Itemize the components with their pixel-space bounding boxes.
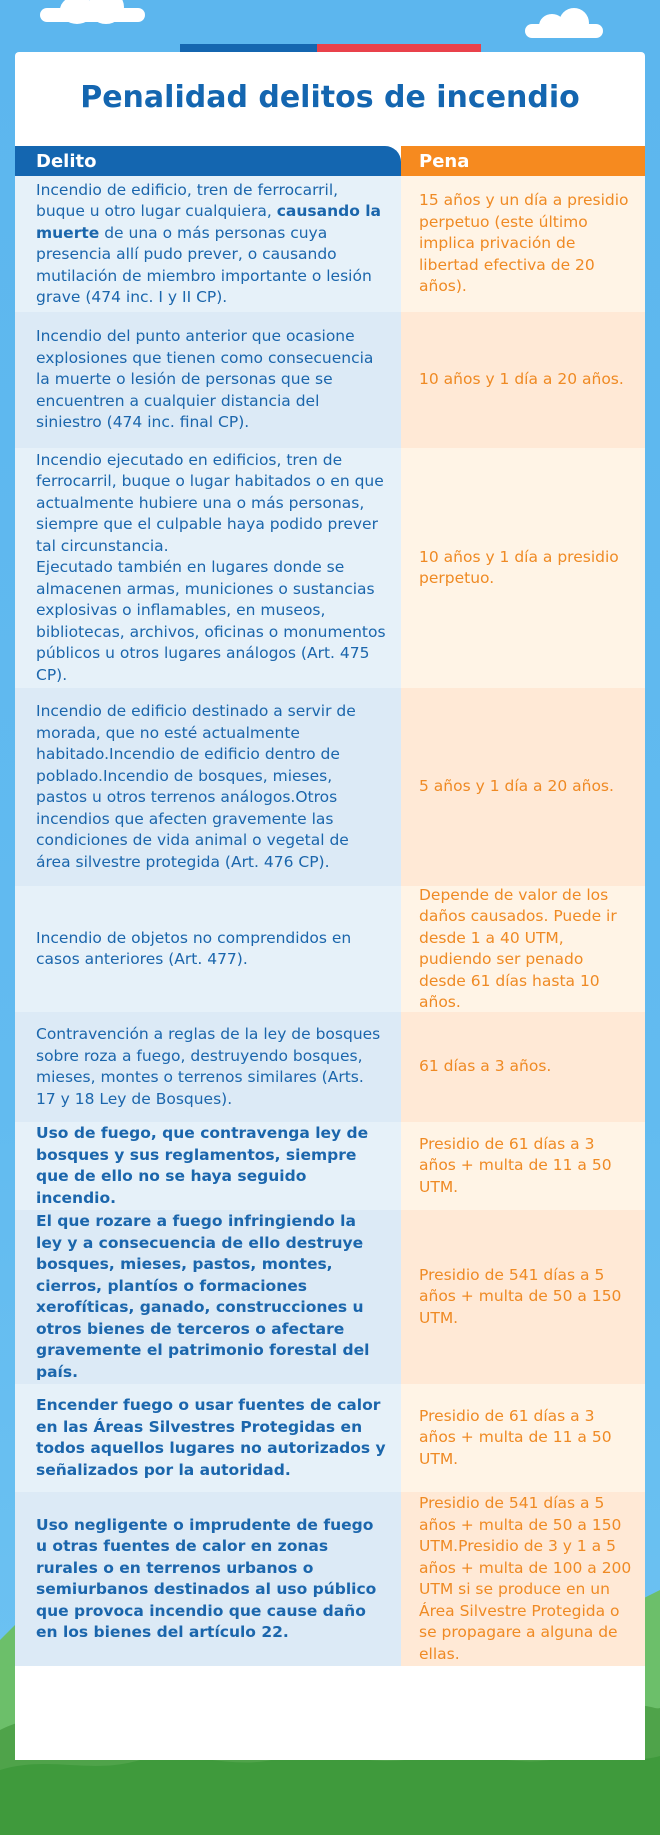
header-delito-label: Delito	[36, 151, 97, 172]
pena-cell	[401, 688, 645, 886]
pena-text: Presidio de 541 días a 5 años + multa de 50 a 150 UTM.Presidio de 3 y 1 a 5 años + multa de 100 a 200 UTM si se produce en un Área Silvestre Protegida o se propagare a alguna de ellas.	[419, 1494, 632, 1663]
table-row	[15, 448, 645, 688]
pena-text: Presidio de 61 días a 3 años + multa de 11 a 50 UTM.	[419, 1134, 612, 1196]
delito-text: Incendio de edificio, tren de ferrocarril, buque u otro lugar cualquiera, causando la muerte de una o más personas cuya presencia allí pudo prever, o causando mutilación de miembro importante o lesión grave (474 inc. I y II CP).	[36, 180, 382, 306]
table-row	[15, 886, 645, 1012]
pena-cell	[401, 312, 645, 448]
pena-text: 15 años y un día a presidio perpetuo (este último implica privación de libertad efectiva de 20 años).	[419, 191, 629, 296]
table-row	[15, 176, 645, 312]
header-delito	[15, 146, 401, 176]
pena-cell	[401, 1210, 645, 1384]
delito-cell	[15, 448, 401, 688]
table-row	[15, 1122, 645, 1210]
pena-cell	[401, 176, 645, 312]
pena-text: Presidio de 541 días a 5 años + multa de 50 a 150 UTM.	[419, 1265, 622, 1327]
header-pena	[401, 146, 645, 176]
pena-text: Depende de valor de los daños causados. Puede ir desde 1 a 40 UTM, pudiendo ser penado desde 61 días hasta 10 años.	[419, 885, 617, 1011]
delito-text: Encender fuego o usar fuentes de calor en las Áreas Silvestres Protegidas en todos aquellos lugares no autorizados y señalizados por la autoridad.	[36, 1396, 386, 1479]
delito-text: Incendio de edificio destinado a servir de morada, que no esté actualmente habitado.Incendio de edificio dentro de poblado.Incendio de bosques, mieses, pastos u otros terrenos análogos.Otros incendios que afecten gravemente las condiciones de vida animal o vegetal de área silvestre protegida (Art. 476 CP).	[36, 702, 356, 871]
delito-text: Contravención a reglas de la ley de bosques sobre roza a fuego, destruyendo bosques, mieses, montes o terrenos similares (Arts. 17 y 18 Ley de Bosques).	[36, 1025, 381, 1108]
pena-text: 10 años y 1 día a 20 años.	[419, 370, 624, 389]
delito-cell	[15, 688, 401, 886]
table-row	[15, 688, 645, 886]
delito-cell	[15, 1122, 401, 1210]
table-row	[15, 1012, 645, 1122]
table-row	[15, 1210, 645, 1384]
pena-text: 61 días a 3 años.	[419, 1057, 552, 1076]
table-row	[15, 1384, 645, 1492]
pena-text: 5 años y 1 día a 20 años.	[419, 777, 614, 796]
delito-cell	[15, 176, 401, 312]
pena-cell	[401, 1384, 645, 1492]
delito-text: Uso de fuego, que contravenga ley de bosques y sus reglamentos, siempre que de ello no se haya seguido incendio.	[36, 1124, 369, 1207]
pena-text: 10 años y 1 día a presidio perpetuo.	[419, 547, 619, 587]
table-row	[15, 1492, 645, 1666]
pena-cell	[401, 1012, 645, 1122]
delito-cell	[15, 1492, 401, 1666]
page-title: Penalidad delitos de incendio	[80, 80, 580, 115]
delito-text: Incendio ejecutado en edificios, tren de ferrocarril, buque o lugar habitados o en que actualmente hubiere una o más personas, siempre que el culpable haya podido prever tal circunstancia. Ejecutado también en lugares donde se almacenen armas, municiones o sustancias explosivas o inflamables, en museos, bibliotecas, archivos, oficinas o monumentos públicos u otros lugares análogos (Art. 475 CP).	[36, 450, 386, 684]
delito-cell	[15, 886, 401, 1012]
cloud-left-icon	[40, 8, 145, 22]
delito-emphasis: causando la muerte	[36, 202, 382, 242]
header-pena-label: Pena	[419, 151, 470, 172]
table-header	[15, 146, 645, 176]
delito-text: Incendio de objetos no comprendidos en casos anteriores (Art. 477).	[36, 928, 352, 968]
pena-cell	[401, 1122, 645, 1210]
delito-text: Uso negligente o imprudente de fuego u otras fuentes de calor en zonas rurales o en terrenos urbanos o semiurbanos destinados al uso público que provoca incendio que cause daño en los bienes del artículo 22.	[36, 1515, 377, 1641]
pena-cell	[401, 448, 645, 688]
pena-cell	[401, 886, 645, 1012]
penalty-table-card	[15, 52, 645, 1760]
delito-cell	[15, 1210, 401, 1384]
cloud-right-icon	[525, 24, 603, 38]
delito-cell	[15, 312, 401, 448]
delito-cell	[15, 1012, 401, 1122]
delito-text: Incendio del punto anterior que ocasione explosiones que tienen como consecuencia la muerte o lesión de personas que se encuentren a cualquier distancia del siniestro (474 inc. final CP).	[36, 327, 374, 432]
table-row	[15, 312, 645, 448]
delito-text: El que rozare a fuego infringiendo la ley y a consecuencia de ello destruye bosques, mieses, pastos, montes, cierros, plantíos o formaciones xerofíticas, ganado, construcciones u otros bienes de terceros o afectare gravemente el patrimonio forestal del país.	[36, 1212, 370, 1381]
pena-text: Presidio de 61 días a 3 años + multa de 11 a 50 UTM.	[419, 1406, 612, 1468]
pena-cell	[401, 1492, 645, 1666]
delito-cell	[15, 1384, 401, 1492]
